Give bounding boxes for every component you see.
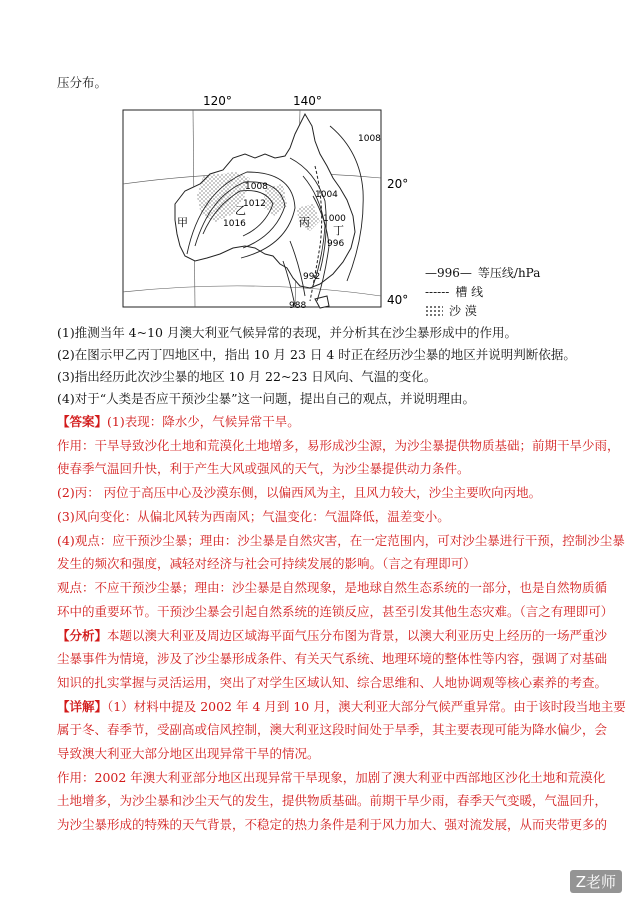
detail-line — [57, 698, 626, 716]
answer-line: 观点：不应干预沙尘暴；理由：沙尘暴是自然现象，是地球自然生态系统的一部分，也是自然物质循 — [57, 580, 608, 595]
legend-desert — [425, 302, 477, 319]
region-label-ding: 丁 — [333, 224, 344, 237]
isobar-label: 988 — [289, 301, 307, 311]
parallel-40 — [123, 286, 381, 296]
analysis-tag: 【分析】 — [57, 628, 108, 643]
isobar-label: 1008 — [358, 134, 381, 144]
region-label-jia: 甲 — [177, 216, 188, 229]
analysis-line: 知识的扎实掌握与灵活运用，突出了对学生区域认知、综合思维和、人地协调观等核心素养的考查。 — [57, 675, 608, 690]
answer-line: (4)观点：应干预沙尘暴；理由：沙尘暴是自然灾害，在一定范围内，可对沙尘暴进行干预，控制沙尘暴 — [57, 533, 625, 548]
map-figure — [115, 96, 455, 315]
isobar-label: 1000 — [323, 214, 346, 224]
isobar-label: 1012 — [243, 199, 266, 209]
legend-trough — [425, 283, 483, 300]
answer-line: (2)丙： 丙位于高压中心及沙漠东侧，以偏西风为主，且风力较大，沙尘主要吹向丙地。 — [57, 485, 542, 500]
lon-label-120: 120° — [203, 96, 232, 108]
region-label-yi: 乙 — [235, 204, 246, 217]
detail-line: 为沙尘暴形成的特殊的天气背景，不稳定的热力条件是利于风力加大、强对流发展，从而夹带更多的 — [57, 817, 608, 832]
legend-isobar-symbol: —996— — [425, 265, 472, 280]
detail-tag: 【详解】 — [57, 699, 108, 714]
isobar-label: 992 — [303, 272, 321, 282]
answer-line: 环中的重要环节。干预沙尘暴会引起自然系统的连锁反应，甚至引发其他生态灾难。（言之有理即可） — [57, 604, 614, 619]
lon-label-140: 140° — [293, 96, 322, 108]
detail-line: 导致澳大利亚大部分地区出现异常干旱的情况。 — [57, 746, 320, 761]
analysis-text: 本题以澳大利亚及周边区域海平面气压分布图为背景，以澳大利亚历史上经历的一场严重沙 — [107, 628, 608, 643]
question-2: (2)在图示甲乙丙丁四地区中，指出 10 月 23 日 4 时正在经历沙尘暴的地区并说明判断依据。 — [57, 347, 576, 362]
pressure-map — [115, 96, 455, 311]
legend-isobar — [425, 264, 540, 281]
isobar-label: 1004 — [315, 190, 338, 200]
legend-desert-label: 沙 漠 — [449, 304, 477, 318]
legend-trough-symbol: ------ — [425, 284, 450, 299]
detail-line: 属于冬、春季节，受副高或信风控制，澳大利亚这段时间处于旱季，其主要表现可能为降水偏少，会 — [57, 722, 608, 737]
lead-text: 压分布。 — [57, 75, 108, 90]
answer-line: 作用：干旱导致沙化土地和荒漠化土地增多，易形成沙尘源，为沙尘暴提供物质基础；前期干旱少雨， — [57, 438, 620, 453]
analysis-line — [57, 627, 608, 645]
analysis-line: 尘暴事件为情境，涉及了沙尘暴形成条件、有关天气系统、地理环境的整体性等内容，强调了对基础 — [57, 651, 608, 666]
isobar-label: 996 — [327, 239, 345, 249]
tasmania — [315, 296, 329, 308]
region-label-bing: 丙 — [299, 216, 310, 229]
watermark: Z老师 — [570, 870, 622, 893]
question-4: (4)对于“人类是否应干预沙尘暴”这一问题，提出自己的观点，并说明理由。 — [57, 391, 475, 406]
legend-isobar-label: 等压线/hPa — [477, 266, 541, 280]
answer-line: (3)风向变化：从偏北风转为西南风；气温变化：气温降低，温差变小。 — [57, 509, 450, 524]
detail-line: 土地增多，为沙尘暴和沙尘天气的发生，提供物质基础。前期干旱少雨，春季天气变暖，气温回升， — [57, 793, 608, 808]
legend-desert-swatch — [425, 305, 443, 316]
detail-line: 作用：2002 年澳大利亚部分地区出现异常干旱现象，加剧了澳大利亚中西部地区沙化土地和荒漠化 — [57, 770, 606, 785]
isobar-label: 1008 — [245, 182, 268, 192]
answer-tag: 【答案】 — [57, 414, 108, 429]
legend-trough-label: 槽 线 — [455, 285, 484, 299]
answer-line: 使春季气温回升快，利于产生大风或强风的天气，为沙尘暴提供动力条件。 — [57, 461, 470, 476]
isobar-label: 1016 — [223, 219, 246, 229]
lat-label-40: 40° — [387, 293, 409, 307]
answer-text: (1)表现：降水少，气候异常干旱。 — [107, 414, 300, 429]
lat-label-20: 20° — [387, 177, 409, 191]
answer-line — [57, 413, 587, 431]
question-1: (1)推测当年 4~10 月澳大利亚气候异常的表现，并分析其在沙尘暴形成中的作用。 — [57, 325, 517, 340]
question-3: (3)指出经历此次沙尘暴的地区 10 月 22~23 日风向、气温的变化。 — [57, 369, 437, 384]
answer-line: 发生的频次和强度，减轻对经济与社会可持续发展的影响。（言之有理即可） — [57, 556, 476, 571]
detail-text: （1）材料中提及 2002 年 4 月到 10 月，澳大利亚大部分气候严重异常。由于该时段当地主要 — [107, 699, 626, 714]
